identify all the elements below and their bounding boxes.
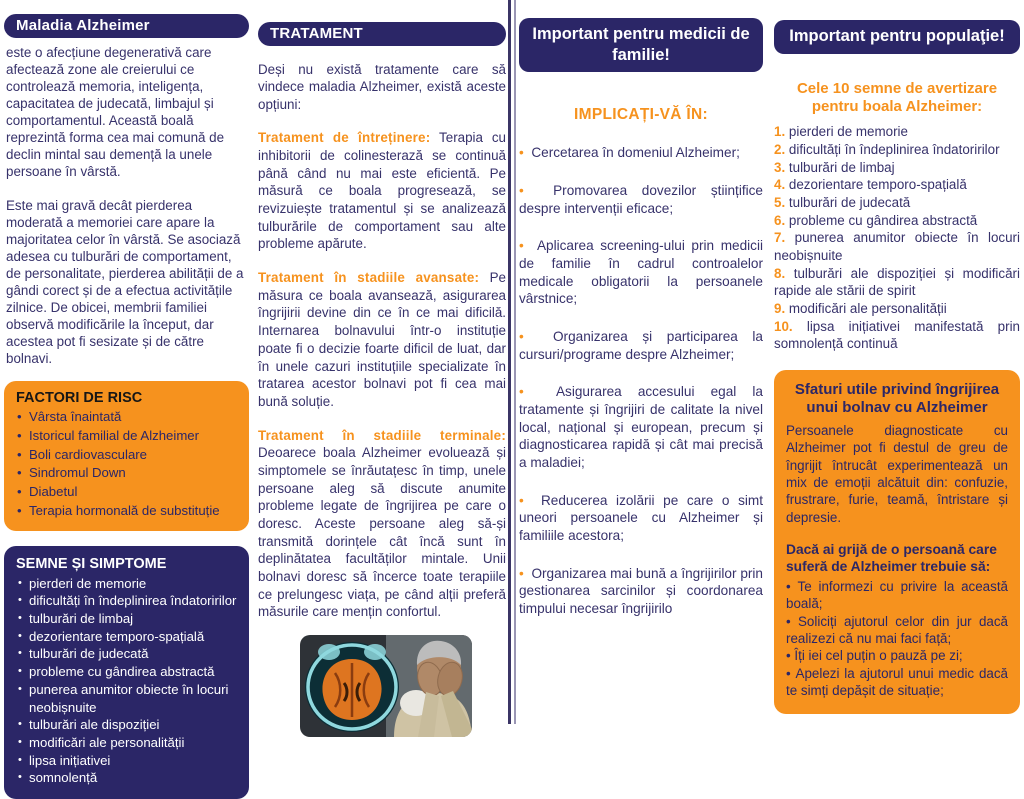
list-item: • Boli cardiovasculare xyxy=(16,446,239,465)
list-item: • somnolență xyxy=(16,769,239,787)
panel-disease-overview xyxy=(4,14,249,799)
panel-treatment xyxy=(258,22,506,742)
list-item xyxy=(774,141,1020,159)
risk-factors-box xyxy=(4,381,249,530)
risk-factors-title: FACTORI DE RISC xyxy=(16,390,143,407)
treatment-intro: Deși nu există tratamente care să vindece maladia Alzheimer, există aceste opțiuni: xyxy=(258,62,506,112)
warning-signs-heading: Cele 10 semne de avertizare pentru boala Alzheimer: xyxy=(796,79,998,116)
item-text: pierderi de memorie xyxy=(788,124,908,140)
treatment-section-terminal xyxy=(258,427,506,622)
brain-scan-elderly-photo xyxy=(300,635,472,737)
risk-factors-list xyxy=(16,408,239,520)
care-tips-box xyxy=(774,370,1020,714)
list-item xyxy=(774,159,1020,177)
list-item: • pierderi de memorie xyxy=(16,575,239,593)
list-item xyxy=(774,123,1020,141)
list-item: • dezorientare temporo-spațială xyxy=(16,628,239,646)
list-item: • Aplicarea screening-ului prin medicii de familie în cadrul controalelor medicale obligatorii la persoanele vârstnice; xyxy=(519,237,763,308)
item-text: modificări ale personalității xyxy=(788,301,947,316)
list-item: • Promovarea dovezilor științifice despre intervenții eficace; xyxy=(519,182,763,217)
item-number: 8. xyxy=(774,265,786,281)
item-number: 6. xyxy=(774,212,786,228)
list-item: • Sindromul Down xyxy=(16,464,239,483)
list-item xyxy=(774,194,1020,212)
list-item xyxy=(774,176,1020,194)
list-item: • Apelezi la ajutorul unui medic dacă te simți depășit de situație; xyxy=(786,665,1008,700)
item-number: 9. xyxy=(774,301,786,316)
care-tips-body: Persoanele diagnosticate cu Alzheimer pot fi destul de greu de îngrijit întrucât experimentează un mix de emoții alcătuit din: confuzie, frustrare, furie, teamă, întristare și depresie. xyxy=(786,422,1008,525)
care-tips-list xyxy=(786,578,1008,700)
list-item: • probleme cu gândirea abstractă xyxy=(16,663,239,681)
treatment-section-title: Tratament în stadiile terminale: xyxy=(258,427,506,443)
panel-title-populatie: Important pentru populaţie! xyxy=(774,20,1020,54)
item-number: 2. xyxy=(774,141,786,157)
treatment-section-advanced xyxy=(258,269,506,411)
item-text: tulburări ale dispoziției și modificări rapide ale stării de spirit xyxy=(774,265,1020,299)
item-number: 4. xyxy=(774,177,786,193)
care-tips-subtitle: Dacă ai grijă de o persoană care suferă de Alzheimer trebuie să: xyxy=(786,542,997,575)
fold-divider-light xyxy=(514,0,516,724)
list-item xyxy=(774,300,1020,318)
treatment-photo xyxy=(300,635,506,742)
list-item: • lipsa inițiativei xyxy=(16,752,239,770)
treatment-section-title: Tratament în stadiile avansate: xyxy=(258,270,480,286)
item-number: 10. xyxy=(774,318,793,334)
disease-severity-paragraph: Este mai gravă decât pierderea moderată a memoriei care apare la majoritatea celor în vârstă. Se asociază adesea cu tulburări de comportament, de personalitate, pierderea abilității de a gândi corect și de a efectua activitățile zilnice. De obicei, membrii familiei observă modificările la început, dar acestea pot fi sesizate și de către bolnavi. xyxy=(6,198,244,367)
item-number: 5. xyxy=(774,194,786,210)
item-text: tulburări de limbaj xyxy=(788,159,895,175)
treatment-section-body: Deoarece boala Alzheimer evoluează și simptomele se înrăutațesc în timp, unele persoane aleg să discute anumite probleme legate de îngrijirea pe care o doresc. Aceste persoane aleg să-și transmită dorințele cât încă sunt în deplinătatea facultăților mintale. Unii bolnavi doresc să încerce toate terapiile ce prelungesc viața, pe când alții preferă măsurile care mențin confortul. xyxy=(258,445,506,620)
care-tips-title: Sfaturi utile privind îngrijirea unui bolnav cu Alzheimer xyxy=(794,381,1000,417)
item-text: probleme cu gândirea abstractă xyxy=(788,212,978,228)
list-item: • Terapia hormonală de substituție xyxy=(16,502,239,521)
list-item: • Asigurarea accesului egal la tratamente și îngrijiri de calitate la nivel local, național și european, precum și diagnosticarea rapidă și cât mai precisă a maladiei; xyxy=(519,383,763,471)
panel-family-doctors xyxy=(519,18,763,618)
item-text: dificultăți în îndeplinirea îndatoririlor xyxy=(788,141,1000,157)
list-item xyxy=(774,265,1020,300)
list-item xyxy=(774,229,1020,264)
disease-description-paragraph: este o afecțiune degenerativă care afectează zone ale creierului ce controlează memoria, inteligența, capacitatea de judecată, limbajul și comportamentul. Această boală reprezintă forma cea mai comună de declin mintal sau demență la unele persoane în vârstă. xyxy=(6,45,225,180)
treatment-section-body: Pe măsura ce boala avansează, asigurarea îngrijirii devine din ce în ce mai dificilă. Internarea bolnavului într-o instituție poate fi o decizie foarte dificil de luat, dar în unele cazuri instituțiile specializate în tratarea acestor bolnavi pot fi cea mai bună soluție. xyxy=(258,270,506,409)
item-text: tulburări de judecată xyxy=(788,194,911,210)
list-item xyxy=(774,318,1020,353)
list-item: • Cercetarea în domeniul Alzheimer; xyxy=(519,144,763,162)
list-item: • Diabetul xyxy=(16,483,239,502)
item-number: 3. xyxy=(774,159,786,175)
get-involved-heading: IMPLICAȚI-VĂ ÎN: xyxy=(574,106,708,124)
signs-symptoms-list xyxy=(16,575,239,787)
item-text: punerea anumitor obiecte în locuri neobișnuite xyxy=(774,230,1020,263)
list-item: • Vârsta înaintată xyxy=(16,408,239,427)
item-number: 7. xyxy=(774,230,786,246)
panel-title-tratament: TRATAMENT xyxy=(258,22,506,46)
item-number: 1. xyxy=(774,124,786,140)
list-item: • tulburări de judecată xyxy=(16,645,239,663)
panel-title-maladia-alzheimer: Maladia Alzheimer xyxy=(4,14,249,38)
signs-symptoms-box xyxy=(4,546,249,799)
list-item: • Soliciți ajutorul celor din jur dacă realizezi că nu mai faci față; xyxy=(786,613,1008,648)
treatment-section-body: Terapia cu inhibitorii de colinesterază se continuă până când nu mai este eficientă. Pe măsură ce boala progresează, se revizuiește tratamentul și se analizează tulburările de comportament sau alte probleme apărute. xyxy=(258,130,507,252)
doctor-actions-list xyxy=(519,144,763,617)
signs-symptoms-title: SEMNE ȘI SIMPTOME xyxy=(16,555,167,572)
warning-signs-list xyxy=(774,123,1020,353)
list-item: • Istoricul familial de Alzheimer xyxy=(16,427,239,446)
list-item: • modificări ale personalității xyxy=(16,734,239,752)
fold-divider-dark xyxy=(508,0,511,724)
list-item: • tulburări de limbaj xyxy=(16,610,239,628)
list-item: • Organizarea și participarea la cursuri/programe despre Alzheimer; xyxy=(519,328,763,363)
list-item: • Te informezi cu privire la această boală; xyxy=(786,578,1008,613)
list-item: • Organizarea mai bună a îngrijirilor prin gestionarea sarcinilor și coordonarea timpului necesar îngrijirilo xyxy=(519,565,763,618)
treatment-section-title: Tratament de întreținere: xyxy=(258,130,431,146)
list-item: • punerea anumitor obiecte în locuri neobișnuite xyxy=(16,681,239,716)
list-item: • Îți iei cel puțin o pauză pe zi; xyxy=(786,647,1008,664)
item-text: lipsa inițiativei manifestată prin somnolență continuă xyxy=(774,318,1020,352)
list-item: • tulburări ale dispoziției xyxy=(16,716,239,734)
treatment-section-maintenance xyxy=(258,129,506,253)
panel-population xyxy=(774,20,1020,714)
item-text: dezorientare temporo-spațială xyxy=(788,177,967,193)
list-item: • dificultăți în îndeplinirea îndatoririlor xyxy=(16,592,239,610)
panel-title-medici-de-familie: Important pentru medicii de familie! xyxy=(519,18,763,72)
list-item xyxy=(774,212,1020,230)
list-item: • Reducerea izolării pe care o simt uneori persoanele cu Alzheimer și familiile acestora; xyxy=(519,492,763,545)
